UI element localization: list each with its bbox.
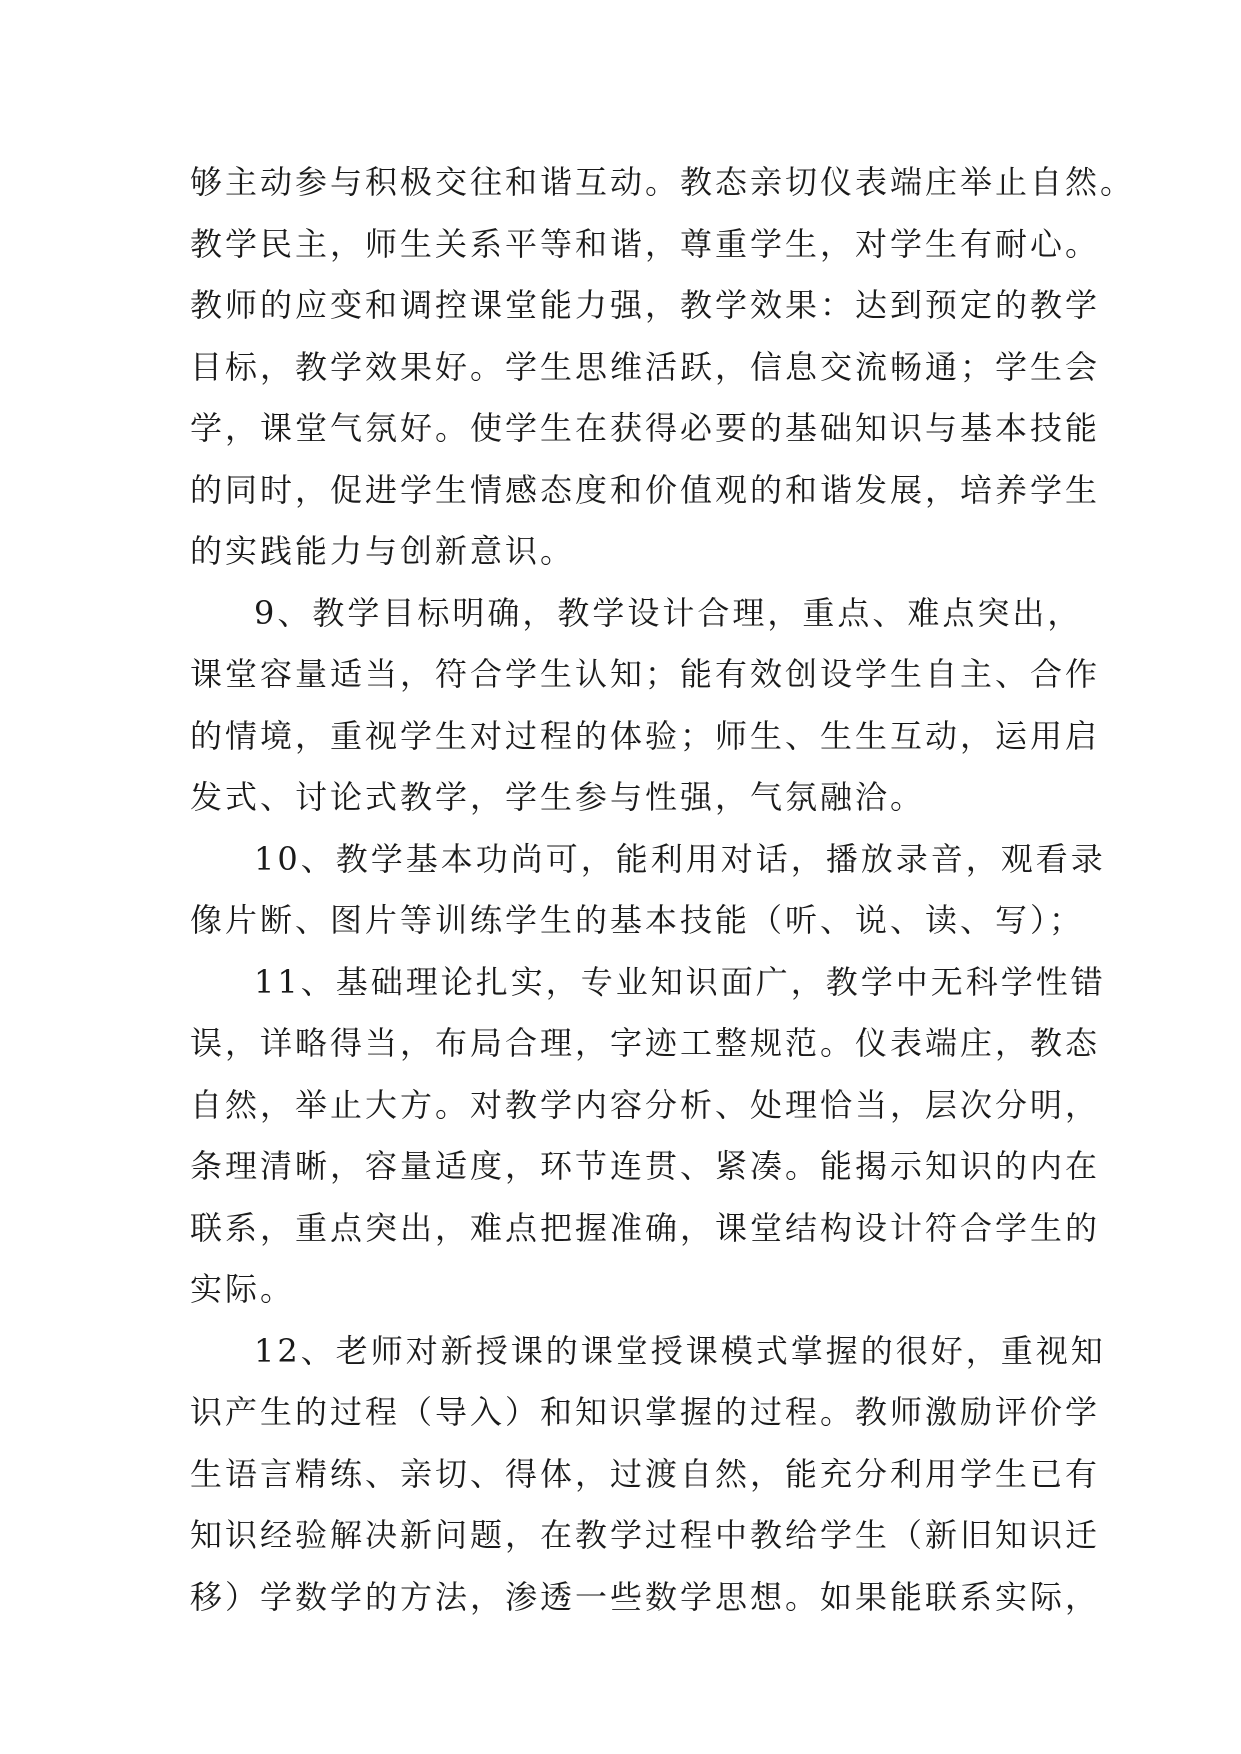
text-line: 教学民主，师生关系平等和谐，尊重学生，对学生有耐心。 (190, 224, 1101, 263)
text-line: 知识经验解决新问题，在教学过程中教给学生（新旧知识迁 (190, 1516, 1101, 1554)
text-line: 条理清晰，容量适度，环节连贯、紧凑。能揭示知识的内在 (190, 1147, 1101, 1185)
text-line: 实际。 (190, 1270, 296, 1308)
text-line: 目标，教学效果好。学生思维活跃，信息交流畅通；学生会 (190, 347, 1101, 386)
paragraph-12-start: 12、老师对新授课的课堂授课模式掌握的很好，重视知 (254, 1331, 1106, 1370)
text-line: 课堂容量适当，符合学生认知；能有效创设学生自主、合作 (190, 655, 1101, 693)
text-line: 联系，重点突出，难点把握准确，课堂结构设计符合学生的 (190, 1208, 1101, 1247)
paragraph-11-start: 11、基础理论扎实，专业知识面广，教学中无科学性错 (254, 962, 1106, 1001)
text-line: 像片断、图片等训练学生的基本技能（听、说、读、写）； (190, 901, 1085, 939)
text-line: 识产生的过程（导入）和知识掌握的过程。教师激励评价学 (190, 1393, 1101, 1431)
text-line: 学，课堂气氛好。使学生在获得必要的基础知识与基本技能 (190, 409, 1101, 447)
text-line: 误，详略得当，布局合理，字迹工整规范。仪表端庄，教态 (190, 1024, 1101, 1062)
text-line: 生语言精练、亲切、得体，过渡自然，能充分利用学生已有 (190, 1454, 1101, 1493)
text-line: 教师的应变和调控课堂能力强，教学效果：达到预定的教学 (190, 286, 1101, 324)
text-line: 的实践能力与创新意识。 (190, 532, 576, 570)
text-line: 的同时，促进学生情感态度和价值观的和谐发展，培养学生 (190, 470, 1101, 509)
text-line: 的情境，重视学生对过程的体验；师生、生生互动，运用启 (190, 716, 1101, 755)
paragraph-9-start: 9、教学目标明确，教学设计合理，重点、难点突出， (254, 593, 1083, 632)
text-line: 移）学数学的方法，渗透一些数学思想。如果能联系实际， (190, 1577, 1101, 1616)
body-text (190, 152, 1136, 1628)
text-line: 发式、讨论式教学，学生参与性强，气氛融洽。 (190, 778, 926, 816)
paragraph-10-start: 10、教学基本功尚可，能利用对话，播放录音，观看录 (254, 839, 1106, 878)
text-line: 够主动参与积极交往和谐互动。教态亲切仪表端庄举止自然。 (190, 163, 1136, 201)
text-line: 自然，举止大方。对教学内容分析、处理恰当，层次分明， (190, 1085, 1101, 1124)
